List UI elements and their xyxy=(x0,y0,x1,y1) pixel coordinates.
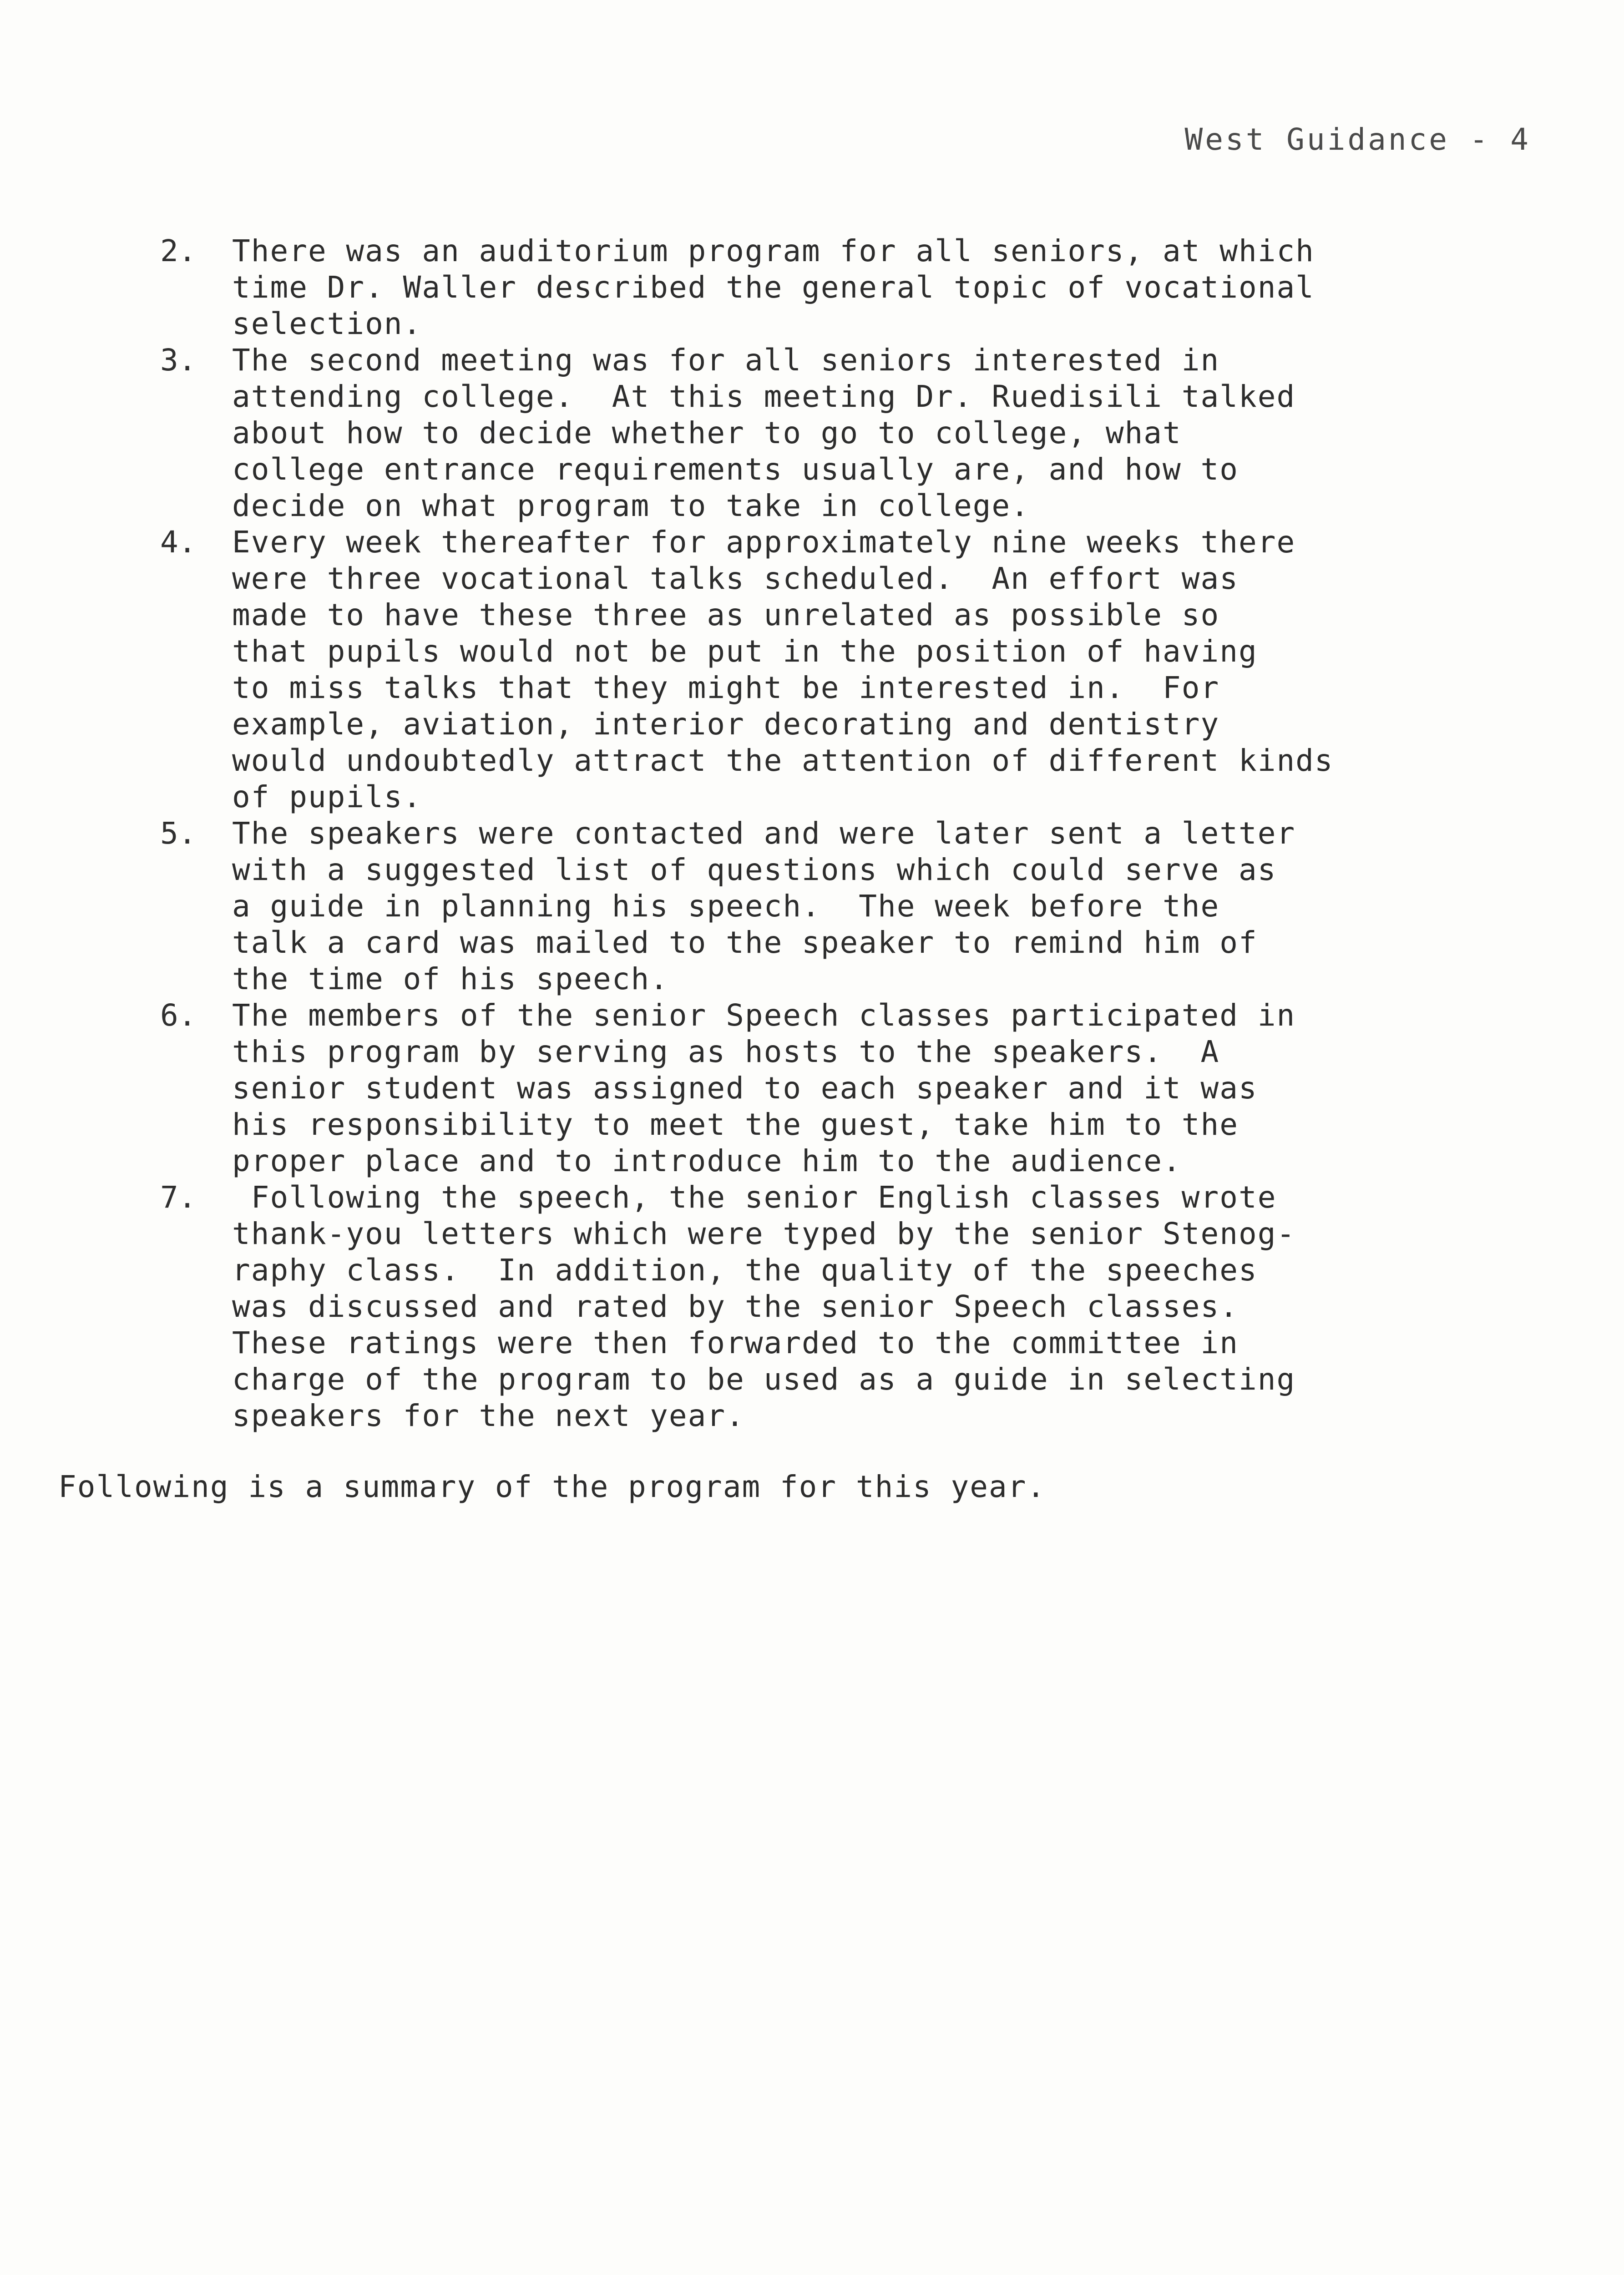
text-line: was discussed and rated by the senior Speech classes. xyxy=(232,1289,1239,1324)
list-item-text xyxy=(232,815,1548,997)
text-line: thank-you letters which were typed by the senior Stenog- xyxy=(232,1216,1296,1251)
text-line: The members of the senior Speech classes participated in xyxy=(232,998,1296,1033)
text-line: proper place and to introduce him to the audience. xyxy=(232,1143,1182,1178)
text-line: decide on what program to take in college. xyxy=(232,488,1030,523)
text-line: The second meeting was for all seniors interested in xyxy=(232,343,1220,378)
text-line: would undoubtedly attract the attention of different kinds xyxy=(232,743,1334,778)
text-line: attending college. At this meeting Dr. Ruedisili talked xyxy=(232,379,1296,414)
list-item-number: 4. xyxy=(160,525,197,560)
text-line: the time of his speech. xyxy=(232,961,669,996)
list-item xyxy=(160,233,1548,342)
text-line: of pupils. xyxy=(232,779,422,814)
summary-intro-paragraph: Following is a summary of the program for this year. xyxy=(58,1469,1046,1504)
text-line: to miss talks that they might be interested in. For xyxy=(232,670,1220,705)
text-line: speakers for the next year. xyxy=(232,1398,745,1433)
list-item-text xyxy=(232,524,1548,815)
text-line: this program by serving as hosts to the speakers. A xyxy=(232,1034,1220,1069)
running-head: West Guidance - 4 xyxy=(1184,122,1531,157)
text-line: time Dr. Waller described the general topic of vocational xyxy=(232,270,1315,305)
list-item-number: 3. xyxy=(160,343,197,378)
list-item-text xyxy=(232,1179,1548,1434)
text-line: made to have these three as unrelated as possible so xyxy=(232,597,1220,632)
text-line: Following the speech, the senior English classes wrote xyxy=(232,1180,1277,1215)
list-item-number: 5. xyxy=(160,816,197,851)
list-item xyxy=(160,524,1548,815)
list-item-text xyxy=(232,342,1548,524)
text-line: that pupils would not be put in the position of having xyxy=(232,634,1258,669)
text-line: Every week thereafter for approximately nine weeks there xyxy=(232,525,1296,560)
text-line: example, aviation, interior decorating and dentistry xyxy=(232,707,1220,742)
text-line: The speakers were contacted and were later sent a letter xyxy=(232,816,1296,851)
list-item xyxy=(160,997,1548,1179)
text-line: selection. xyxy=(232,306,422,341)
text-line: raphy class. In addition, the quality of the speeches xyxy=(232,1253,1258,1288)
list-item-text xyxy=(232,233,1548,342)
text-line: charge of the program to be used as a guide in selecting xyxy=(232,1362,1296,1397)
list-item-number: 6. xyxy=(160,998,197,1033)
list-item-number: 2. xyxy=(160,233,197,268)
text-line: college entrance requirements usually are, and how to xyxy=(232,452,1239,487)
list-item-number: 7. xyxy=(160,1180,197,1215)
list-item xyxy=(160,342,1548,524)
list-item-text xyxy=(232,997,1548,1179)
text-line: These ratings were then forwarded to the committee in xyxy=(232,1325,1239,1360)
list-item xyxy=(160,1179,1548,1434)
text-line: talk a card was mailed to the speaker to remind him of xyxy=(232,925,1258,960)
text-line: senior student was assigned to each speaker and it was xyxy=(232,1071,1258,1106)
text-line: about how to decide whether to go to college, what xyxy=(232,415,1182,450)
text-line: his responsibility to meet the guest, take him to the xyxy=(232,1107,1239,1142)
list-item xyxy=(160,815,1548,997)
text-line: were three vocational talks scheduled. An effort was xyxy=(232,561,1239,596)
text-line: a guide in planning his speech. The week before the xyxy=(232,889,1220,924)
text-line: with a suggested list of questions which could serve as xyxy=(232,852,1277,887)
text-line: There was an auditorium program for all seniors, at which xyxy=(232,233,1315,268)
numbered-list xyxy=(160,233,1548,1434)
